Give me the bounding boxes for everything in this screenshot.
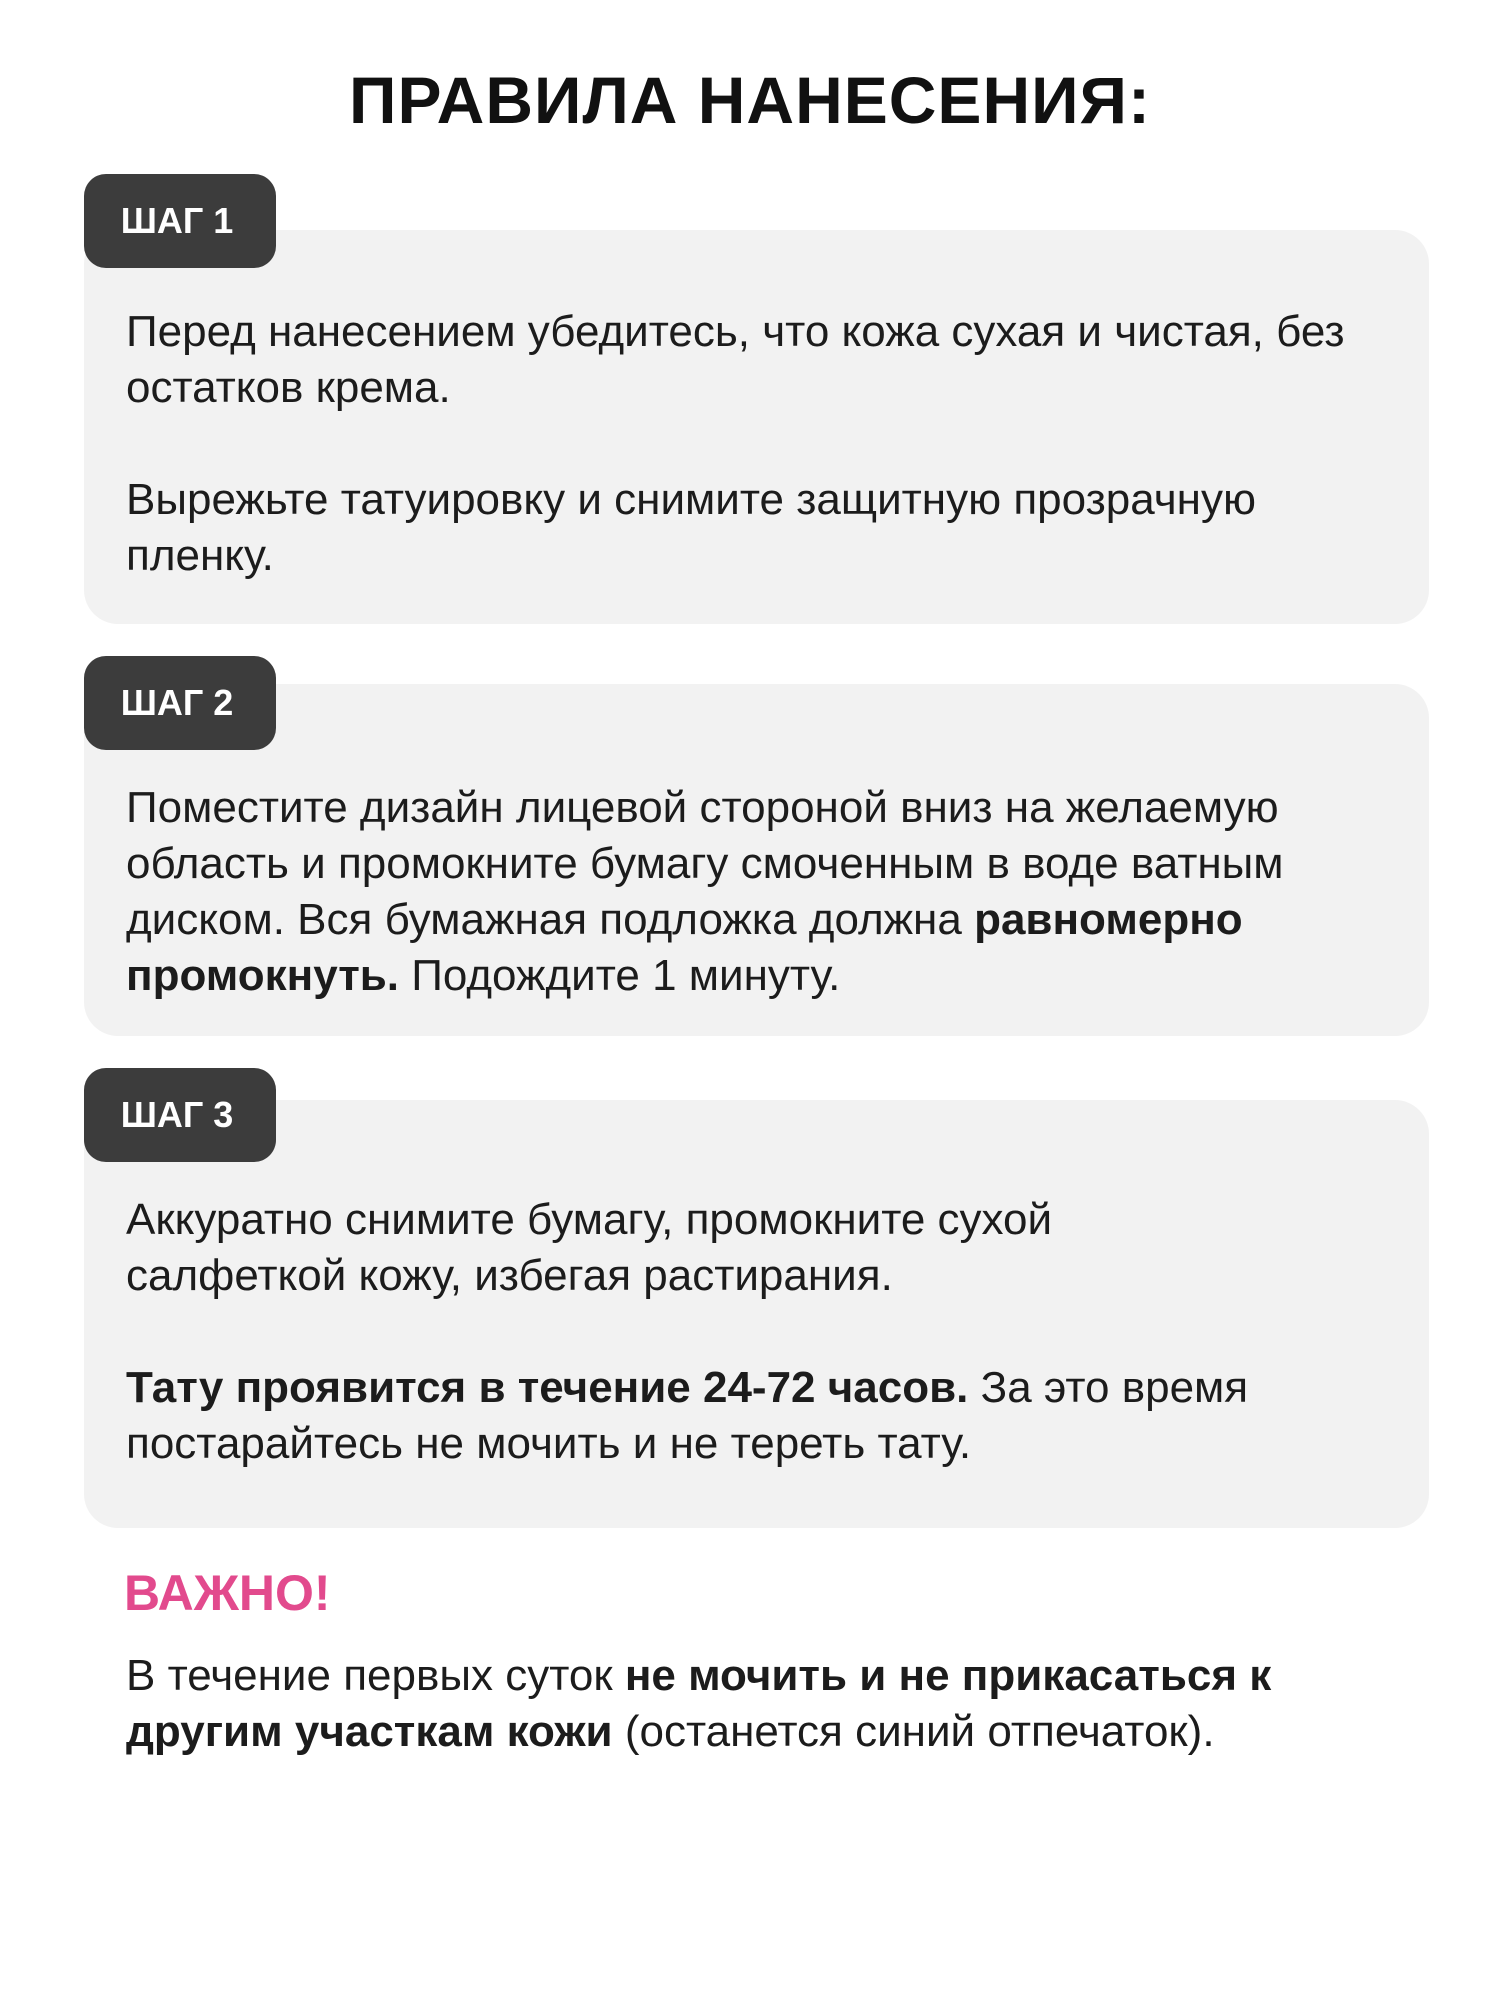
step-2 bbox=[0, 656, 1500, 1036]
step-1-paragraph-2: Вырежьте татуировку и снимите защитную прозрачную пленку. bbox=[126, 475, 1256, 580]
important-text-bold: не мочить и не прикасаться к другим участкам кожи bbox=[126, 1651, 1272, 1756]
step-3 bbox=[0, 1068, 1500, 1528]
step-2-text: Поместите дизайн лицевой стороной вниз на желаемую область и промокните бумагу смоченным в воде ватным диском. Вся бумажная подложка должна bbox=[126, 783, 1284, 944]
step-1-paragraph-1: Перед нанесением убедитесь, что кожа сухая и чистая, без остатков крема. bbox=[126, 307, 1345, 412]
important-text-end: (останется синий отпечаток). bbox=[612, 1707, 1215, 1756]
step-2-paragraph bbox=[126, 780, 1396, 1004]
step-1-card bbox=[84, 230, 1429, 624]
step-3-bold-text: Тату проявится в течение 24-72 часов. bbox=[126, 1363, 969, 1412]
step-2-tail-text: Подождите 1 минуту. bbox=[399, 951, 841, 1000]
step-3-badge: ШАГ 3 bbox=[84, 1068, 276, 1162]
step-2-card bbox=[84, 684, 1429, 1036]
step-3-card bbox=[84, 1100, 1429, 1528]
step-3-paragraph-1: Аккуратно снимите бумагу, промокните сухой салфеткой кожу, избегая растирания. bbox=[126, 1195, 1053, 1300]
important-title: ВАЖНО! bbox=[124, 1565, 331, 1621]
step-3-paragraph-2 bbox=[126, 1360, 1366, 1472]
step-3-tail-text: За это время постарайтесь не мочить и не тереть тату. bbox=[126, 1363, 1249, 1468]
important-text bbox=[126, 1648, 1386, 1760]
step-2-bold-text: равномерно промокнуть. bbox=[126, 895, 1243, 1000]
step-1-badge: ШАГ 1 bbox=[84, 174, 276, 268]
step-2-badge: ШАГ 2 bbox=[84, 656, 276, 750]
step-1 bbox=[0, 174, 1500, 624]
important-text-start: В течение первых суток bbox=[126, 1651, 625, 1700]
page-title: ПРАВИЛА НАНЕСЕНИЯ: bbox=[349, 63, 1151, 137]
